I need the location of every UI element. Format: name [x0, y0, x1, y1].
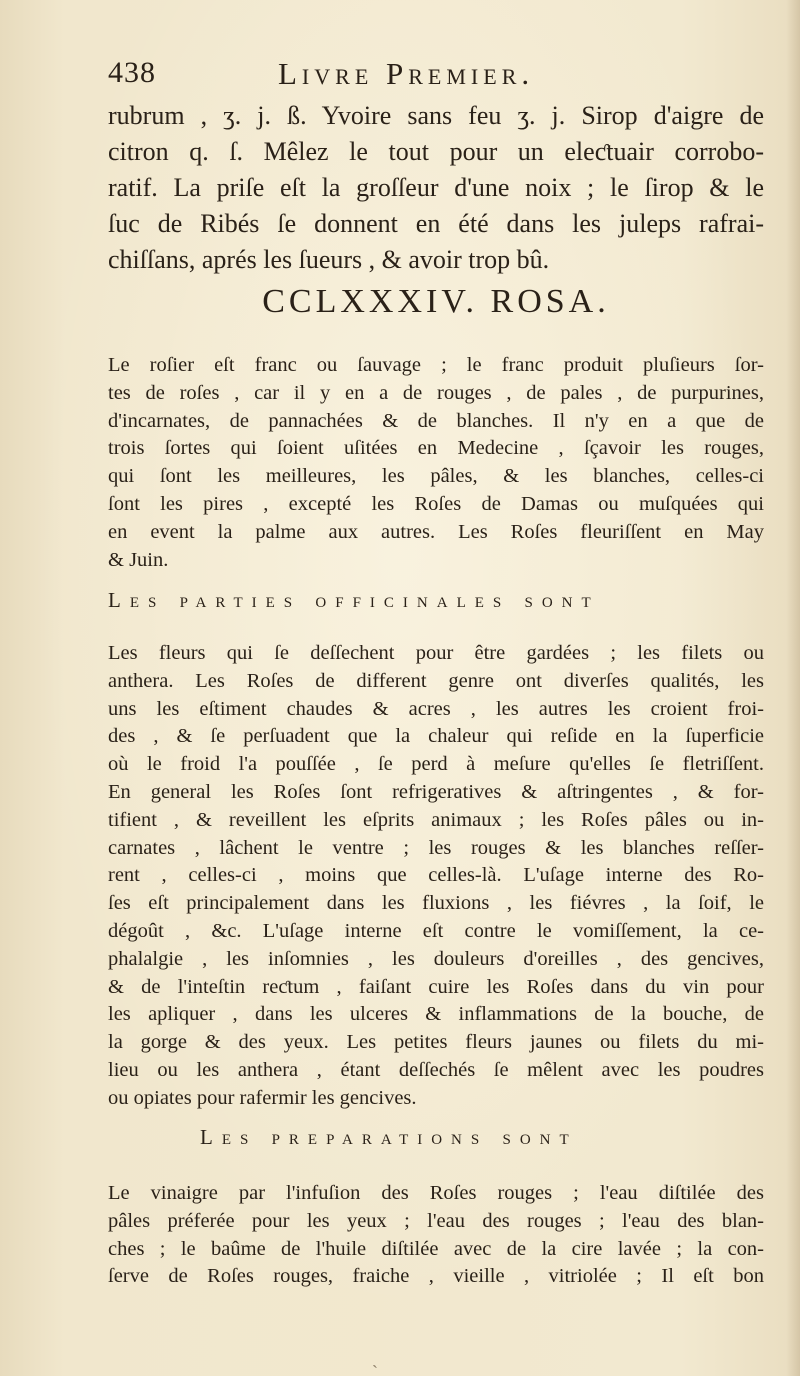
text-line: qui ſont les meilleures, les pâles, & les blanches, celles-ci [108, 465, 764, 488]
preparations-paragraph [108, 1180, 764, 1291]
section-title: CCLXXXIV. ROSA. [262, 283, 610, 320]
text-line: lieu ou les anthera , étant deſſechés ſe mêlent avec les poudres [108, 1058, 764, 1081]
text-line: & Juin. [108, 548, 169, 571]
text-line: ches ; le baûme de l'huile diſtilée avec de la cire lavée ; la con- [108, 1237, 764, 1260]
text-line: en event la palme aux autres. Les Roſes fleuriſſent en May [108, 520, 764, 543]
text-line: tifient , & reveillent les eſprits animaux ; les Roſes pâles ou in- [108, 808, 764, 831]
text-line: & de l'inteſtin reƈtum , faiſant cuire les Roſes dans du vin pour [108, 975, 764, 998]
text-line: Les fleurs qui ſe deſſechent pour être gardées ; les filets ou [108, 642, 764, 664]
running-head [108, 56, 764, 98]
officinal-parts-heading: Les parties officinales sont [108, 588, 600, 612]
text-line: ratif. La priſe eſt la groſſeur d'une noix ; le ſirop & le [108, 173, 764, 202]
text-line: ſes eſt principalement dans les fluxions , les fiévres , la ſoif, le [108, 892, 764, 915]
text-line: uns les eſtiment chaudes & acres , les autres les croient froi- [108, 697, 764, 720]
text-line: ſuc de Ribés ſe donnent en été dans les juleps rafrai- [108, 209, 764, 238]
text-line: rent , celles-ci , moins que celles-là. L'uſage interne des Ro- [108, 864, 764, 887]
text-line: d'incarnates, de pannachées & de blanches. Il n'y en a que de [108, 409, 764, 432]
text-line: Le roſier eſt franc ou ſauvage ; le franc produit pluſieurs ſor- [108, 354, 764, 376]
text-line: pâles préferée pour les yeux ; l'eau des rouges ; l'eau des blan- [108, 1209, 764, 1232]
preparations-heading: Les preparations sont [200, 1125, 578, 1149]
text-line: tes de roſes , car il y en a de rouges , de pales , de purpurines, [108, 381, 764, 404]
text-line: En general les Roſes ſont refrigeratives & aſtringentes , & for- [108, 780, 764, 803]
text-line: trois ſortes qui ſoient uſitées en Medecine , ſçavoir les rouges, [108, 437, 764, 460]
text-line: des , & ſe perſuadent que la chaleur qui reſide en la ſuperficie [108, 725, 764, 748]
text-line: la gorge & des yeux. Les petites fleurs jaunes ou filets du mi- [108, 1031, 764, 1054]
running-title: Livre Premier. [278, 56, 535, 91]
text-line: ou opiates pour rafermir les gencives. [108, 1086, 417, 1109]
text-line: ſont les pires , excepté les Roſes de Damas ou muſquées qui [108, 492, 764, 515]
text-line: citron q. ſ. Mêlez le tout pour un eleƈtuair corrobo- [108, 137, 764, 166]
text-line: anthera. Les Roſes de different genre ont diverſes qualités, les [108, 669, 764, 692]
description-paragraph [108, 352, 764, 574]
text-line: où le froid l'a pouſſée , ſe perd à meſure qu'elles ſe fletriſſent. [108, 753, 764, 776]
text-line: phalalgie , les inſomnies , les douleurs d'oreilles , des gencives, [108, 947, 764, 970]
text-line: chiſſans, aprés les ſueurs , & avoir trop bû. [108, 245, 550, 274]
text-line: carnates , lâchent le ventre ; les rouges & les blanches reſſer- [108, 836, 764, 859]
text-line: Le vinaigre par l'infuſion des Roſes rouges ; l'eau diſtilée des [108, 1182, 764, 1204]
text-line: les apliquer , dans les ulceres & inflammations de la bouche, de [108, 1003, 764, 1026]
page-number: 438 [108, 56, 156, 89]
text-line: rubrum , ʒ. j. ß. Yvoire sans feu ʒ. j. Sirop d'aigre de [108, 101, 764, 130]
intro-paragraph [108, 98, 764, 278]
ink-speck: ˎ [372, 1348, 378, 1368]
page-edge-shadow [786, 0, 800, 1376]
text-line: ſerve de Roſes rouges, fraiche , vieille , vitriolée ; Il eſt bon [108, 1265, 764, 1288]
officinal-parts-paragraph [108, 640, 764, 1113]
text-line: dégoût , &c. L'uſage interne eſt contre le vomiſſement, la ce- [108, 919, 764, 942]
